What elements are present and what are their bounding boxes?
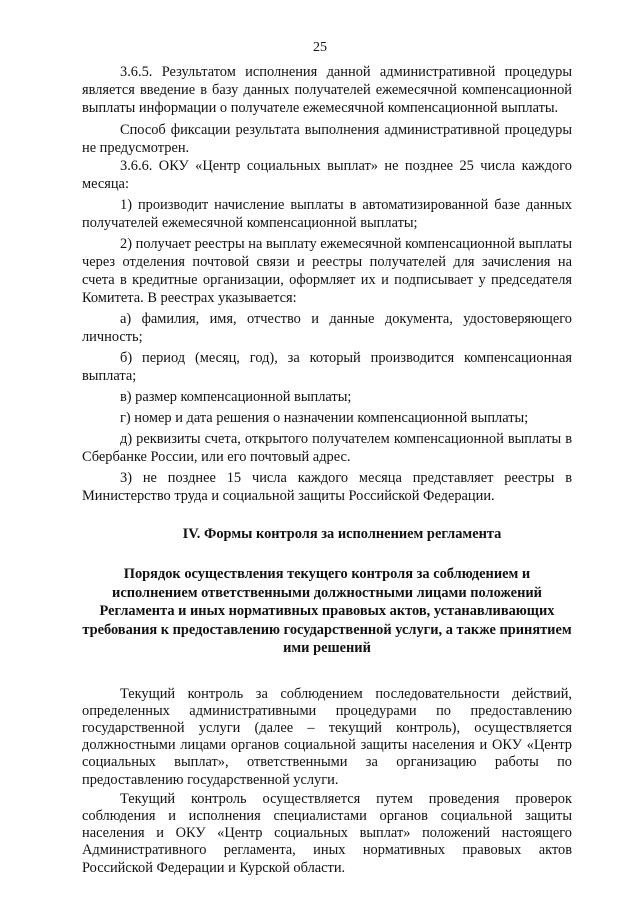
section-heading: IV. Формы контроля за исполнением регламента — [182, 526, 502, 542]
control-section-body — [82, 686, 572, 877]
list-item-b: б) период (месяц, год), за который производится компенсационная выплата; — [82, 350, 572, 384]
paragraph-3-6-5: 3.6.5. Результатом исполнения данной административной процедуры является введение в базу данных получателей ежемесячной компенсационной выплаты информации о получателе ежемесячной компенсационной выплаты. — [82, 64, 572, 116]
paragraph-fixation-method: Способ фиксации результата выполнения административной процедуры не предусмотрен. — [82, 122, 572, 156]
list-item-1: 1) производит начисление выплаты в автоматизированной базе данных получателей ежемесячной компенсационной выплаты; — [82, 197, 572, 231]
list-item-3: 3) не позднее 15 числа каждого месяца представляет реестры в Министерство труда и социальной защиты Российской Федерации. — [82, 470, 572, 504]
paragraph-current-control-definition: Текущий контроль за соблюдением последовательности действий, определенных административными процедурами по предоставлению государственной услуги (далее – текущий контроль), осуществляется должностными лицами органов социальной защиты населения и ОКУ «Центр социальных выплат», ответственными за организацию работы по предоставлению государственной услуги. — [82, 685, 572, 788]
list-item-2: 2) получает реестры на выплату ежемесячной компенсационной выплаты через отделения почтовой связи и реестры получателей для зачисления на счета в кредитные организации, оформляет их и подписывает у председателя Комитета. В реестрах указывается: — [82, 236, 572, 306]
document-body — [82, 63, 572, 877]
list-item-g: г) номер и дата решения о назначении компенсационной выплаты; — [120, 410, 529, 426]
page-number: 25 — [313, 40, 327, 55]
paragraph-current-control-method: Текущий контроль осуществляется путем проведения проверок соблюдения и исполнения специалистами органов социальной защиты населения и ОКУ «Центр социальных выплат» положений настоящего Административного регламента, иных нормативных правовых актов Российской Федерации и Курской области. — [82, 790, 572, 876]
subsection-heading: Порядок осуществления текущего контроля за соблюдением и исполнением ответственными должностными лицами положений Регламента и иных нормативных правовых актов, устанавливающих требования к предоставлению государственной услуги, а также принятием ими решений — [82, 566, 572, 656]
list-item-a: а) фамилия, имя, отчество и данные документа, удостоверяющего личность; — [82, 311, 572, 345]
paragraph-3-6-6: 3.6.6. ОКУ «Центр социальных выплат» не позднее 25 числа каждого месяца: — [82, 158, 572, 192]
list-item-d: д) реквизиты счета, открытого получателем компенсационной выплаты в Сбербанке России, или его почтовый адрес. — [82, 431, 572, 465]
list-item-v: в) размер компенсационной выплаты; — [120, 389, 352, 405]
